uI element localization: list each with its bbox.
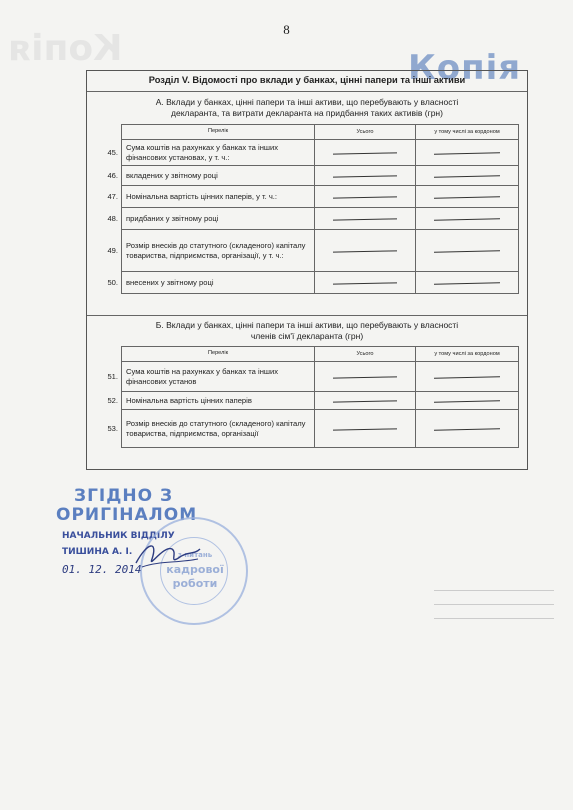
row-number: 53. (107, 424, 118, 433)
part-a-title: А. Вклади у банках, цінні папери та інші активи, що перебувають у власності декларанта, та витрати декларанта на придбання таких активів (грн) (155, 97, 459, 118)
total-cell (315, 362, 416, 392)
blank-dash-mark (434, 196, 500, 198)
blank-dash-mark (333, 250, 397, 252)
blank-dash-mark (434, 428, 500, 430)
row-label: придбаних у звітному році (122, 208, 315, 230)
blank-dash-mark (333, 376, 397, 378)
row-label: Номінальна вартість цінних паперів (122, 392, 315, 410)
section-title-divider (87, 91, 527, 92)
column-header-abroad: у тому числі за кордоном (416, 125, 519, 140)
total-cell (315, 410, 416, 448)
blank-dash-mark (333, 282, 397, 284)
stamp-line-2: ОРИГІНАЛОМ (56, 505, 198, 525)
row-label: внесених у звітному році (122, 272, 315, 294)
part-b-title: Б. Вклади у банках, цінні папери та інші активи, що перебувають у власності членів сім'ї декларанта (грн) (155, 320, 459, 341)
row-label: вкладених у звітному році (122, 166, 315, 186)
blank-dash-mark (434, 400, 500, 402)
part-a-table (107, 124, 519, 294)
bleed-through-line (434, 618, 554, 619)
column-header-total: Усього (315, 347, 416, 362)
row-number: 49. (107, 246, 118, 255)
table-header-row (107, 125, 519, 140)
table-row (107, 230, 519, 272)
column-header-total: Усього (315, 125, 416, 140)
blank-dash-mark (434, 250, 500, 252)
column-header-abroad: у тому числі за кордоном (416, 347, 519, 362)
table-row (107, 410, 519, 448)
table-header-row (107, 347, 519, 362)
total-cell (315, 208, 416, 230)
total-cell (315, 186, 416, 208)
section-title: Розділ V. Відомості про вклади у банках, цінні папери та інші активи (148, 75, 466, 85)
abroad-cell (416, 140, 519, 166)
table-row (107, 272, 519, 294)
blank-dash-mark (333, 400, 397, 402)
table-row (107, 208, 519, 230)
page-number: 8 (283, 22, 290, 37)
certification-date: 01. 12. 2014 (62, 563, 142, 576)
total-cell (315, 392, 416, 410)
table-row (107, 362, 519, 392)
section-v-frame (86, 70, 528, 470)
abroad-cell (416, 208, 519, 230)
blank-dash-mark (434, 175, 500, 177)
row-number: 48. (107, 214, 118, 223)
part-b-table (107, 346, 519, 448)
row-label: Номінальна вартість цінних паперів, у т. ч.: (122, 186, 315, 208)
abroad-cell (416, 392, 519, 410)
bleed-through-line (434, 604, 554, 605)
abroad-cell (416, 166, 519, 186)
stamp-name: ТИШИНА А. І. (62, 547, 133, 557)
table-row (107, 140, 519, 166)
abroad-cell (416, 186, 519, 208)
row-label: Сума коштів на рахунках у банках та інших фінансових установах, у т. ч.: (122, 140, 315, 166)
abroad-cell (416, 410, 519, 448)
blank-dash-mark (434, 376, 500, 378)
bleed-through-line (434, 590, 554, 591)
row-number: 46. (107, 171, 118, 180)
blank-dash-mark (333, 175, 397, 177)
seal-text-2: кадрової (166, 563, 224, 576)
blank-dash-mark (434, 218, 500, 220)
abroad-cell (416, 362, 519, 392)
total-cell (315, 166, 416, 186)
total-cell (315, 140, 416, 166)
row-number: 52. (107, 396, 118, 405)
row-label: Сума коштів на рахунках у банках та інших фінансових установ (122, 362, 315, 392)
row-number: 51. (107, 372, 118, 381)
row-number: 47. (107, 192, 118, 201)
blank-dash-mark (333, 218, 397, 220)
column-header-list: Перелік (122, 347, 315, 362)
table-row (107, 392, 519, 410)
part-divider (87, 315, 527, 316)
abroad-cell (416, 230, 519, 272)
total-cell (315, 272, 416, 294)
bleed-through-watermark: Копія (8, 28, 123, 69)
blank-dash-mark (434, 282, 500, 284)
row-number: 50. (107, 278, 118, 287)
blank-dash-mark (333, 196, 397, 198)
seal-text-3: роботи (172, 577, 218, 590)
header-num-cell (107, 347, 122, 362)
stamp-position: НАЧАЛЬНИК ВІДДІЛУ (62, 531, 175, 541)
copy-watermark-stamp: Копія (408, 48, 522, 88)
abroad-cell (416, 272, 519, 294)
row-label: Розмір внесків до статутного (складеного) капіталу товариства, підприємства, організації (122, 410, 315, 448)
table-row (107, 166, 519, 186)
row-number: 45. (107, 148, 118, 157)
total-cell (315, 230, 416, 272)
blank-dash-mark (333, 152, 397, 154)
blank-dash-mark (333, 428, 397, 430)
blank-dash-mark (434, 152, 500, 154)
column-header-list: Перелік (122, 125, 315, 140)
stamp-line-1: ЗГІДНО З (74, 486, 174, 506)
header-num-cell (107, 125, 122, 140)
table-row (107, 186, 519, 208)
seal-text-1: з питань (177, 551, 213, 559)
row-label: Розмір внесків до статутного (складеного) капіталу товариства, підприємства, організації, у т. ч.: (122, 230, 315, 272)
